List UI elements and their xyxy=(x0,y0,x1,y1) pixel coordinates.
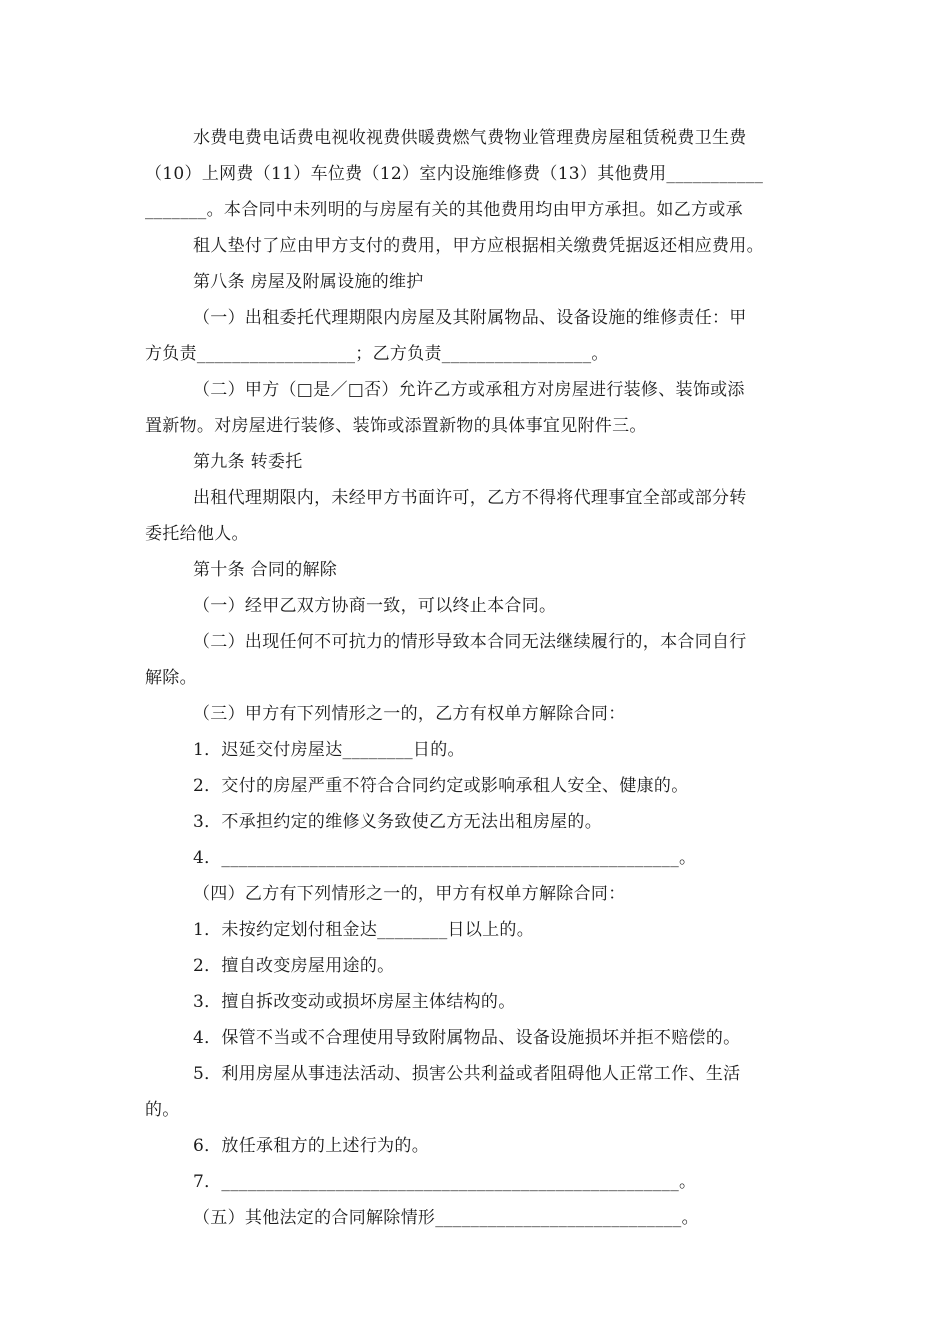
list-item: 2．交付的房屋严重不符合合同约定或影响承租人安全、健康的。 xyxy=(193,776,689,796)
text-line: 水费电费电话费电视收视费供暖费燃气费物业管理费房屋租赁税费卫生费 xyxy=(193,128,747,148)
text-line: （一）出租委托代理期限内房屋及其附属物品、设备设施的维修责任：甲 xyxy=(193,308,747,328)
text-line: （四）乙方有下列情形之一的，甲方有权单方解除合同： xyxy=(193,884,626,904)
text-line: （二）出现任何不可抗力的情形导致本合同无法继续履行的，本合同自行 xyxy=(193,632,747,652)
list-item: 5．利用房屋从事违法活动、损害公共利益或者阻碍他人正常工作、生活 xyxy=(193,1064,741,1084)
list-item: 4．保管不当或不合理使用导致附属物品、设备设施损坏并拒不赔偿的。 xyxy=(193,1028,741,1048)
text-line: 的。 xyxy=(145,1100,180,1120)
article-heading: 第十条 合同的解除 xyxy=(193,560,338,580)
list-item: 3．不承担约定的维修义务致使乙方无法出租房屋的。 xyxy=(193,812,603,832)
text-line: （一）经甲乙双方协商一致，可以终止本合同。 xyxy=(193,596,557,616)
article-heading: 第八条 房屋及附属设施的维护 xyxy=(193,272,424,292)
text-line: 置新物。对房屋进行装修、装饰或添置新物的具体事宜见附件三。 xyxy=(145,416,647,436)
list-item: 6．放任承租方的上述行为的。 xyxy=(193,1136,430,1156)
list-item: 1．未按约定划付租金达________日以上的。 xyxy=(193,920,535,940)
text-line: 委托给他人。 xyxy=(145,524,249,544)
text-line: （三）甲方有下列情形之一的，乙方有权单方解除合同： xyxy=(193,704,626,724)
list-item: 1．迟延交付房屋达________日的。 xyxy=(193,740,465,760)
text-line: 解除。 xyxy=(145,668,197,688)
text-line: 租人垫付了应由甲方支付的费用，甲方应根据相关缴费凭据返还相应费用。 xyxy=(193,236,764,256)
list-item: 3．擅自拆改变动或损坏房屋主体结构的。 xyxy=(193,992,516,1012)
list-item: 7．____________________________________________________。 xyxy=(193,1172,697,1192)
text-line: （五）其他法定的合同解除情形____________________________。 xyxy=(193,1208,699,1228)
text-line: 方负责__________________；乙方负责_________________。 xyxy=(145,344,609,364)
text-line: （二）甲方（□是／□否）允许乙方或承租方对房屋进行装修、装饰或添 xyxy=(193,380,745,400)
list-item: 2．擅自改变房屋用途的。 xyxy=(193,956,395,976)
text-line: （10）上网费（11）车位费（12）室内设施维修费（13）其他费用___________ xyxy=(145,164,764,184)
list-item: 4．____________________________________________________。 xyxy=(193,848,697,868)
text-line: _______。本合同中未列明的与房屋有关的其他费用均由甲方承担。如乙方或承 xyxy=(145,200,743,220)
text-line: 出租代理期限内，未经甲方书面许可，乙方不得将代理事宜全部或部分转 xyxy=(193,488,747,508)
article-heading: 第九条 转委托 xyxy=(193,452,303,472)
